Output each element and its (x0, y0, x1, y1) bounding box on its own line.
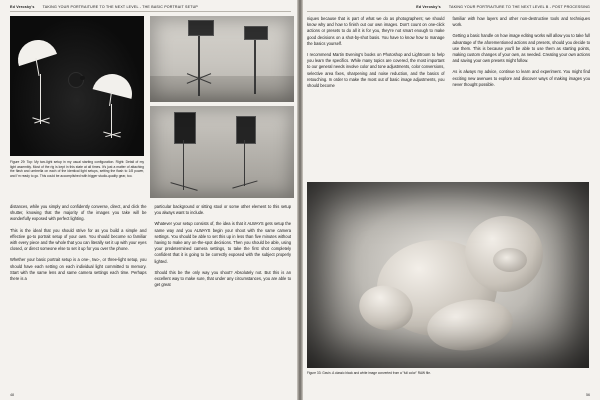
running-head-title: TAKING YOUR PORTRAITURE TO THE NEXT LEVEL - THE BASIC PORTRAIT SETUP (42, 5, 199, 9)
light-assembly-photo-bottom (150, 106, 294, 198)
left-column-1 (10, 204, 147, 293)
right-column-1 (307, 16, 445, 176)
left-column-2 (155, 204, 292, 293)
running-head-brand: Ed Verosky's (10, 5, 35, 9)
left-body-columns (10, 204, 291, 293)
right-column-2 (453, 16, 591, 176)
right-body-columns (307, 16, 590, 176)
paragraph: niques because that is part of what we do as photographers; we should know why and how to finish out our own images. Don't count on one-click actions or presets to do all it is for you, they're not smart enough to make good decisions on a shot-by-shot basis. You have to know how to manage the basics yourself. (307, 16, 445, 46)
figure-33-baby-portrait-photo (307, 182, 589, 368)
paragraph: As is always my advice, continue to learn and experiment. You might find exciting new avenues to explore and discover ways of making images you never thought possible. (452, 69, 590, 87)
left-page-number: 48 (10, 393, 14, 397)
paragraph: particular background or sitting stool or some other element to this setup you always want to include. (154, 204, 291, 216)
right-page-number: 56 (586, 393, 590, 397)
figure-29-caption: Figure 29: Top: My two-light setup in my usual starting configuration. Right: Detail of my light assembly. Most of the rig is kept in this state at all times. It's just a matter of attaching the flash and umbrella on each of the identical light setups, setting the flash to 1/8 power, and I'm ready to go. This could be accomplished with bigger studio-quality gear, too. (10, 160, 144, 178)
paragraph: Should this be the only way you shoot? Absolutely not. But this is an excellent way to make sure, that under any circumstances, you are able to get great (154, 269, 291, 288)
paragraph: Getting a basic handle on how image editing works will allow you to take full advantage of the aforementioned actions and presets, should you decide to use them. This is because you'll be able to use them as starting points, making custom changes of your own, as needed. Creating your own actions and saving your own presets might follow. (452, 33, 590, 64)
right-running-head (307, 4, 590, 12)
paragraph: Whatever your setup consists of, the idea is that it ALWAYS gets setup the same way and you ALWAYS begin your shoot with the same camera settings. You should be able to set this up in less than five minutes without having to make any on-the-spot decisions. Then you should be able, using your predetermined camera settings, to take the first shot completely confident that it is going to be correctly exposed with the subject properly lighted. (154, 221, 291, 264)
left-running-head (10, 4, 291, 12)
paragraph: Whether your basic portrait setup is a one-, two-, or three-light setup, you should have each setting on each individual light committed to memory. Start with the same lens and same camera settings each time. Perhaps there is a (10, 257, 147, 282)
running-head-brand: Ed Verosky's (416, 5, 441, 9)
paragraph: distances, while you simply and confidently converse, direct, and click the shutter, knowing that the majority of the images you take will be wonderfully exposed with perfect lighting. (10, 204, 147, 222)
book-gutter (297, 0, 303, 400)
left-page (0, 0, 299, 400)
running-head-title: TAKING YOUR PORTRAITURE TO THE NEXT LEVEL B - POST PROCESSING (448, 5, 590, 9)
paragraph: This is the ideal that you should strive for as you build a simple and effective go-to portrait setup of your own. You should become so familiar with every piece and the whole that you can literally set it up with your eyes closed, or direct someone else to set it up for you over the phone. (10, 227, 147, 252)
light-assembly-photo-top (150, 16, 294, 102)
figure-33-caption: Figure 33: Gavin. A classic black and white image converted from a "full color" RAW file. (307, 371, 431, 375)
left-figure-block (10, 16, 291, 198)
paragraph: I recommend Martin Evening's books on Photoshop and Lightroom to help you learn the specifics. While many topics are covered, the most important to our general needs involve color and tone adjustments, color conversions, selective area fixes, sharpening and noise reduction, and the basics of retouching. In order to make the most out of basic image adjustments, you should become (307, 52, 445, 89)
figure-29-lighting-setup-photo (10, 16, 144, 156)
paragraph: familiar with how layers and other non-destructive tools and techniques work. (452, 16, 590, 28)
right-page (299, 0, 600, 400)
figure-29-right-column (150, 16, 294, 198)
figure-29-left-column (10, 16, 144, 198)
